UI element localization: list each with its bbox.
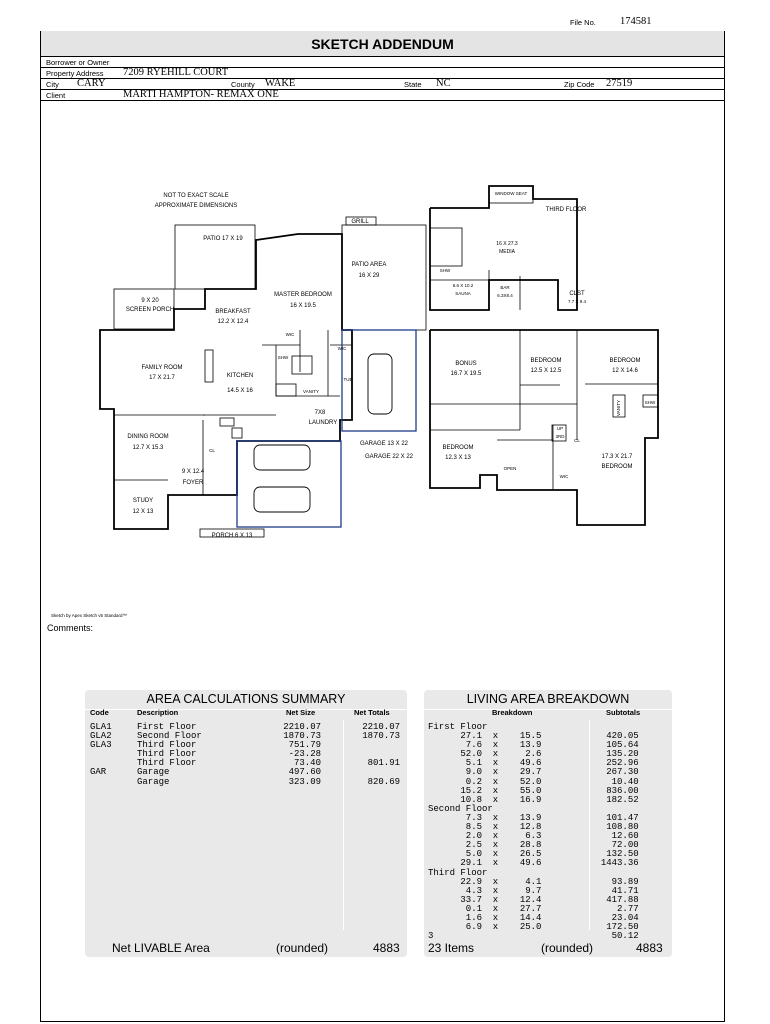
- room-label: PORCH 6 X 13: [211, 533, 253, 539]
- room-label: 14.5 X 16: [227, 388, 253, 394]
- summary-rows: [85, 723, 407, 787]
- room-label: PATIO 17 X 19: [203, 236, 243, 242]
- room-label: 12.5 X 12.5: [530, 368, 562, 374]
- net-livable-label: Net LIVABLE Area: [112, 941, 210, 955]
- list-item: 15.2 x 55.0 836.00: [428, 785, 639, 796]
- room-label: BAR: [500, 285, 510, 290]
- list-item: 5.0 x 26.5 132.50: [428, 849, 639, 860]
- room-label: SHW: [644, 400, 656, 405]
- list-item: 4.3 x 9.7 41.71: [428, 885, 639, 896]
- cell-net-total: 2210.07: [362, 722, 400, 732]
- cell-net-size: 323.09: [288, 776, 321, 787]
- col-header-code: Code: [90, 708, 109, 717]
- room-label: 7.7 X 9.4: [567, 299, 587, 304]
- car-icon: [254, 487, 310, 512]
- table-row: [85, 750, 407, 759]
- room-label: 3RD: [555, 434, 565, 439]
- room-label: GRILL: [351, 219, 369, 225]
- breakdown-total: 4883: [636, 941, 663, 955]
- rounded-label: (rounded): [276, 941, 329, 955]
- list-item: 7.6 x 13.9 105.64: [428, 740, 639, 751]
- list-item: 8.5 x 12.8 108.80: [428, 822, 639, 833]
- room-label: SAUNA: [455, 291, 471, 296]
- city-label: City: [46, 80, 59, 89]
- table-row: [85, 723, 407, 732]
- room-label: FOYER: [182, 480, 204, 486]
- list-item: 7.3 x 13.9 101.47: [428, 812, 639, 823]
- room-label: 9 X 12.4: [181, 469, 205, 475]
- room-label: WIC: [337, 346, 347, 351]
- room-label: UP: [556, 426, 564, 431]
- room-label: BEDROOM: [442, 445, 474, 451]
- car-icon: [254, 445, 310, 470]
- room-label: 12.2 X 12.4: [217, 319, 249, 325]
- list-item: 33.7 x 12.4 417.88: [428, 894, 639, 905]
- room-label: 6.6 X 10.2: [452, 283, 474, 288]
- list-item: 2.0 x 6.3 12.60: [428, 831, 639, 842]
- room-label: SHW: [277, 355, 289, 360]
- col-header-net-totals: Net Totals: [354, 708, 390, 717]
- cell-description: Third Floor: [137, 740, 197, 751]
- room-label: OPEN: [503, 466, 517, 471]
- state-value: NC: [436, 78, 451, 89]
- list-item: 0.2 x 52.0 10.40: [428, 776, 639, 787]
- address-label: Property Address: [46, 69, 104, 78]
- room-label: VANITY: [616, 400, 621, 416]
- breakdown-lines: [428, 723, 668, 941]
- page-title: SKETCH ADDENDUM: [41, 31, 724, 57]
- patio-outline: [175, 225, 255, 289]
- col-header-breakdown: Breakdown: [492, 708, 533, 717]
- comments-label: Comments:: [47, 623, 94, 633]
- room-label: 17 X 21.7: [149, 375, 175, 381]
- cell-description: Third Floor: [137, 758, 197, 769]
- room-label: CLST: [569, 291, 585, 297]
- table-row: [85, 768, 407, 777]
- room-label: 9 X 20: [141, 298, 159, 304]
- room-label: WIC: [559, 474, 569, 479]
- room-label: 12 X 14.6: [612, 368, 638, 374]
- cell-code: GLA2: [90, 731, 112, 742]
- client-value: MARTI HAMPTON- REMAX ONE: [123, 89, 279, 100]
- net-livable-total: 4883: [373, 941, 400, 955]
- cell-net-size: 497.60: [288, 767, 321, 778]
- room-label: BREAKFAST: [215, 309, 251, 315]
- cell-description: Garage: [137, 767, 170, 778]
- list-item: 3 50.12: [428, 931, 639, 942]
- room-label: MEDIA: [499, 249, 515, 255]
- list-item: Second Floor: [428, 803, 493, 814]
- room-label: 17.3 X 21.7: [601, 454, 633, 460]
- cell-code: GLA3: [90, 740, 112, 751]
- room-label: CL: [209, 448, 215, 453]
- col-header-subtotals: Subtotals: [606, 708, 641, 717]
- room-label: BONUS: [455, 361, 477, 367]
- room-label: KITCHEN: [226, 373, 254, 379]
- cell-code: GAR: [90, 767, 107, 778]
- car-icon: [368, 354, 392, 414]
- cell-net-size: 751.79: [288, 740, 321, 751]
- county-value: WAKE: [265, 78, 296, 89]
- room-label: BEDROOM: [609, 358, 641, 364]
- area-summary-panel: [85, 690, 407, 957]
- list-item: 0.1 x 27.7 2.77: [428, 903, 639, 914]
- room-label: GARAGE 22 X 22: [364, 454, 414, 460]
- room-label: FAMILY ROOM: [141, 365, 183, 371]
- note-approx-dimensions: APPROXIMATE DIMENSIONS: [154, 203, 238, 209]
- cell-net-size: 73.40: [293, 758, 321, 769]
- room-label: 16 X 19.5: [290, 303, 316, 309]
- room-label: 12.3 X 13: [445, 455, 471, 461]
- cell-description: First Floor: [137, 722, 197, 732]
- cell-net-total: 1870.73: [362, 731, 400, 742]
- cell-net-size: 2210.07: [283, 722, 321, 732]
- room-label: BEDROOM: [530, 358, 562, 364]
- room-label: GARAGE 13 X 22: [359, 441, 409, 447]
- room-label: 7X8: [314, 410, 326, 416]
- items-count: 23 Items: [428, 941, 475, 955]
- table-row: [85, 759, 407, 768]
- room-label: WINDOW SEAT: [494, 191, 528, 196]
- list-item: 22.9 x 4.1 93.89: [428, 876, 639, 887]
- list-item: Third Floor: [428, 867, 488, 878]
- room-label: TUB: [343, 377, 353, 382]
- list-item: 29.1 x 49.6 1443.36: [428, 858, 639, 869]
- file-no: 174581: [620, 16, 652, 27]
- room-label: BEDROOM: [601, 464, 633, 470]
- client-label: Client: [46, 91, 66, 100]
- area-summary-title: AREA CALCULATIONS SUMMARY: [146, 692, 346, 706]
- list-item: 2.5 x 28.8 72.00: [428, 840, 639, 851]
- room-label: THIRD FLOOR: [545, 207, 587, 213]
- list-item: 9.0 x 29.7 267.30: [428, 767, 639, 778]
- list-item: First Floor: [428, 722, 488, 732]
- room-label: SCREEN PORCH: [125, 307, 175, 313]
- zip-label: Zip Code: [564, 80, 595, 89]
- list-item: 52.0 x 2.6 135.20: [428, 749, 639, 760]
- note-not-to-scale: NOT TO EXACT SCALE: [163, 193, 229, 199]
- rounded-label: (rounded): [541, 941, 594, 955]
- col-header-description: Description: [137, 708, 179, 717]
- patio-area-outline: [342, 225, 426, 330]
- room-label: STUDY: [132, 498, 154, 504]
- table-row: [85, 741, 407, 750]
- cell-net-total: 820.69: [367, 776, 400, 787]
- room-label: 16 X 27.3: [496, 241, 518, 247]
- room-label: VANITY: [303, 389, 319, 394]
- room-label: DINING ROOM: [127, 434, 169, 440]
- cell-net-total: 801.91: [367, 758, 400, 769]
- room-label: CL: [574, 438, 580, 443]
- cell-code: GLA1: [90, 722, 112, 732]
- room-label: 12.7 X 15.3: [132, 445, 164, 451]
- cell-net-size: -23.28: [288, 749, 321, 760]
- room-label: MASTER BEDROOM: [274, 292, 332, 298]
- room-label: SHW: [439, 268, 451, 273]
- state-label: State: [404, 80, 422, 89]
- living-breakdown-title: LIVING AREA BREAKDOWN: [466, 692, 630, 706]
- list-item: 10.8 x 16.9 182.52: [428, 794, 639, 805]
- living-breakdown-panel: [424, 690, 672, 957]
- cell-description: Second Floor: [137, 731, 202, 742]
- zip-value: 27519: [606, 78, 633, 89]
- room-label: 12 X 13: [132, 509, 154, 515]
- room-label: 16.7 X 19.5: [450, 371, 482, 377]
- room-label: LAUNDRY: [308, 420, 338, 426]
- list-item: 5.1 x 49.6 252.96: [428, 758, 639, 769]
- file-no-label: File No.: [570, 18, 596, 27]
- cell-net-size: 1870.73: [283, 731, 321, 742]
- county-label: County: [231, 80, 255, 89]
- table-row: [85, 778, 407, 787]
- list-item: 27.1 x 15.5 420.05: [428, 731, 639, 742]
- city-value: CARY: [77, 78, 106, 89]
- borrower-label: Borrower or Owner: [46, 58, 110, 67]
- address-value: 7209 RYEHILL COURT: [123, 67, 229, 78]
- room-label: WIC: [285, 332, 295, 337]
- room-label: 6.3X8.4: [497, 293, 513, 298]
- list-item: 6.9 x 25.0 172.50: [428, 922, 639, 933]
- list-item: 1.6 x 14.4 23.04: [428, 912, 639, 923]
- cell-description: Third Floor: [137, 749, 197, 760]
- room-label: 16 X 29: [358, 273, 380, 279]
- col-header-net-size: Net Size: [286, 708, 316, 717]
- cell-description: Garage: [137, 776, 170, 787]
- table-row: [85, 732, 407, 741]
- sketch-credit: Sketch by Apex Sketch v5 Standard™: [51, 613, 128, 618]
- room-label: PATIO AREA: [351, 262, 387, 268]
